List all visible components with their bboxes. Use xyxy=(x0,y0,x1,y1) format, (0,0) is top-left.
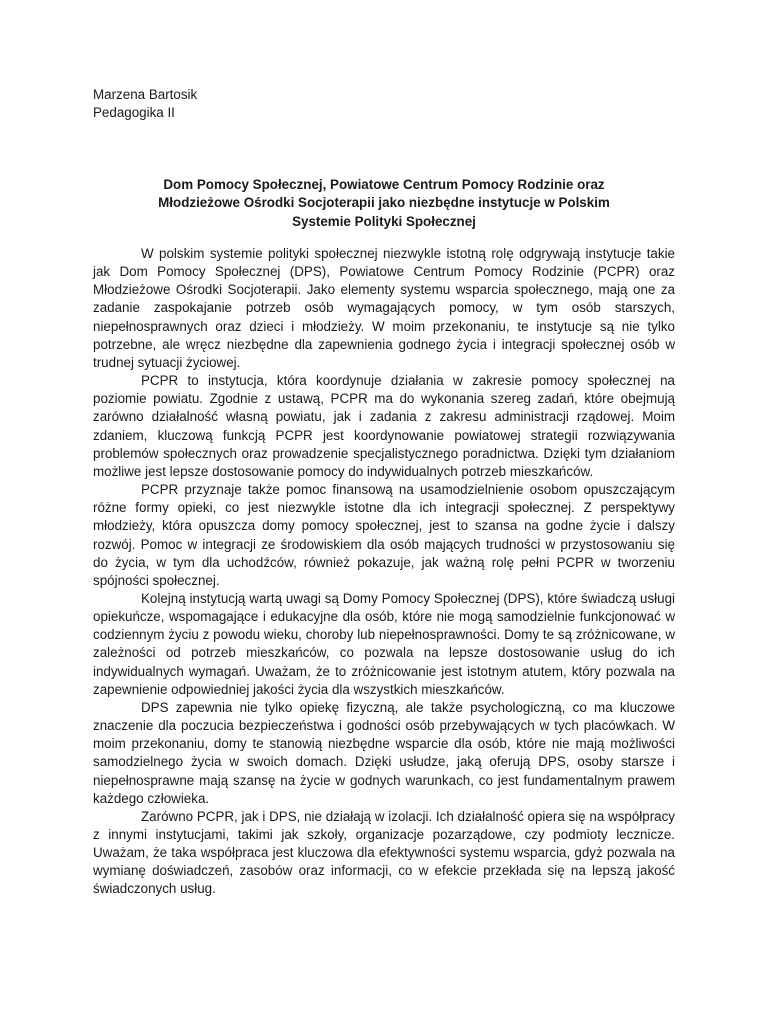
body-paragraph: Zarówno PCPR, jak i DPS, nie działają w izolacji. Ich działalność opiera się na współpracy z innymi instytucjami, takimi jak szkoły, organizacje pozarządowe, czy podmioty lecznicze. Uważam, że taka współpraca jest kluczowa dla efektywności systemu wsparcia, gdyż pozwala na wymianę doświadczeń, zasobów oraz informacji, co w efekcie przekłada się na lepszą jakość świadczonych usług. xyxy=(93,808,675,897)
document-title xyxy=(96,176,672,231)
title-line: Młodzieżowe Ośrodki Socjoterapii jako niezbędne instytucje w Polskim xyxy=(158,195,610,211)
body-paragraph: DPS zapewnia nie tylko opiekę fizyczną, ale także psychologiczną, co ma kluczowe znaczenie dla poczucia bezpieczeństwa i godności osób przebywających w tych placówkach. W moim przekonaniu, domy te stanowią niezbędne wsparcie dla osób, które nie mają możliwości samodzielnego życia w swoich domach. Dzięki usłudze, jaką oferują DPS, osoby starsze i niepełnosprawne mają szansę na życie w godnych warunkach, co jest fundamentalnym prawem każdego człowieka. xyxy=(93,699,675,806)
author-course: Pedagogika II xyxy=(93,105,175,120)
body-paragraph: W polskim systemie polityki społecznej niezwykle istotną rolę odgrywają instytucje takie jak Dom Pomocy Społecznej (DPS), Powiatowe Centrum Pomocy Rodzinie (PCPR) oraz Młodzieżowe Ośrodki Socjoterapii. Jako elementy systemu wsparcia społecznego, mają one za zadanie zaspokajanie potrzeb osób wymagających pomocy, w tym osób starszych, niepełnosprawnych oraz dzieci i młodzieży. W moim przekonaniu, te instytucje są nie tylko potrzebne, ale wręcz niezbędne dla zapewnienia godnego życia i integracji społecznej osób w trudnej sytuacji życiowej. xyxy=(93,246,675,370)
author-block xyxy=(93,86,197,122)
body-paragraph: Kolejną instytucją wartą uwagi są Domy Pomocy Społecznej (DPS), które świadczą usługi opiekuńcze, wspomagające i edukacyjne dla osób, które nie mogą samodzielnie funkcjonować w codziennym życiu z powodu wieku, choroby lub niepełnosprawności. Domy te są zróżnicowane, w zależności od potrzeb mieszkańców, co pozwala na lepsze dostosowanie usług do ich indywidualnych wymagań. Uważam, że to zróżnicowanie jest istotnym atutem, który pozwala na zapewnienie odpowiedniej jakości życia dla wszystkich mieszkańców. xyxy=(93,590,675,697)
title-line: Dom Pomocy Społecznej, Powiatowe Centrum Pomocy Rodzinie oraz xyxy=(163,177,605,192)
body-paragraph: PCPR przyznaje także pomoc finansową na usamodzielnienie osobom opuszczającym różne formy opieki, co jest niezwykle istotne dla ich integracji społecznej. Z perspektywy młodzieży, która opuszcza domy pomocy społecznej, jest to szansa na godne życie i dalszy rozwój. Pomoc w integracji ze środowiskiem dla osób mających trudności w przystosowaniu się do życia, w tym dla uchodźców, również pokazuje, jak ważną rolę pełni PCPR w tworzeniu spójności społecznej. xyxy=(93,482,675,588)
title-line: Systemie Polityki Społecznej xyxy=(292,213,476,229)
document-body xyxy=(93,245,675,899)
body-paragraph: PCPR to instytucja, która koordynuje działania w zakresie pomocy społecznej na poziomie powiatu. Zgodnie z ustawą, PCPR ma do wykonania szereg zadań, które obejmują zarówno działalność własną powiatu, jak i zadania z zakresu administracji rządowej. Moim zdaniem, kluczową funkcją PCPR jest koordynowanie powiatowej strategii rozwiązywania problemów społecznych oraz prowadzenie specjalistycznego poradnictwa. Dzięki tym działaniom możliwe jest lepsze dostosowanie pomocy do indywidualnych potrzeb mieszkańców. xyxy=(93,373,675,479)
author-name: Marzena Bartosik xyxy=(93,87,198,102)
